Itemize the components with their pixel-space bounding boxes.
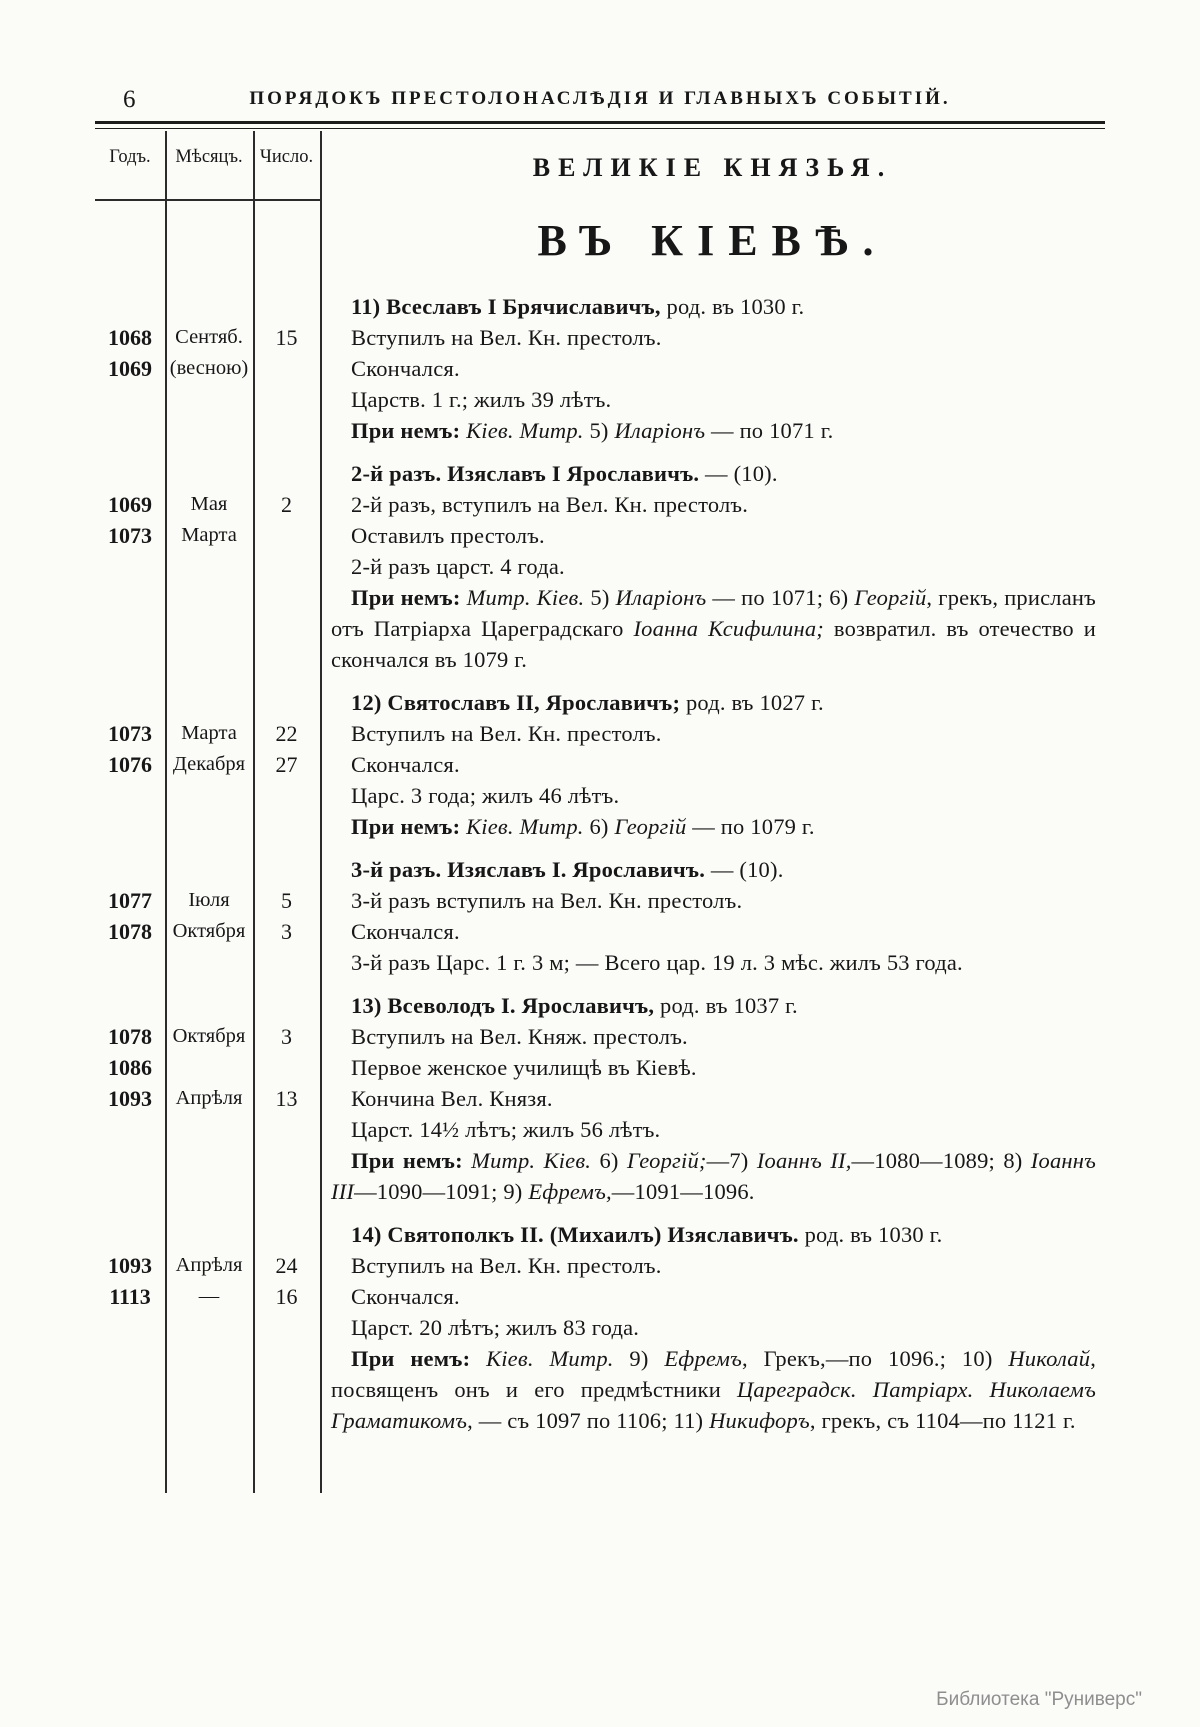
text-line: [331, 1250, 1096, 1281]
entry-body: [95, 885, 1105, 978]
text-segment: 13) Всеволодъ I. Ярославичъ,: [351, 993, 655, 1018]
date-value: 5: [281, 888, 292, 913]
text-line: [331, 1145, 1096, 1207]
text-segment: Ефремъ: [664, 1346, 742, 1371]
text-line: [331, 520, 1096, 551]
day-cell: [253, 885, 320, 978]
month-cell: [165, 1250, 253, 1436]
text-line: [331, 749, 1096, 780]
date-value: Мая: [190, 493, 228, 515]
page-number: 6: [123, 86, 136, 113]
text-segment: род. въ 1037 г.: [654, 993, 798, 1018]
date-value: Сентяб.: [175, 326, 243, 348]
text-segment: 5): [583, 418, 615, 443]
text-segment: , посвященъ онъ и его предмѣстники: [331, 1346, 1097, 1402]
date-value: 1077: [108, 888, 152, 913]
text-segment: — по 1079 г.: [686, 814, 815, 839]
event-text: [320, 489, 1105, 675]
text-segment: — по 1071 г.: [705, 418, 834, 443]
text-segment: Кіев. Митр.: [486, 1346, 614, 1371]
entry-body: [95, 1021, 1105, 1207]
date-value: Марта: [181, 722, 237, 744]
text-line: [331, 947, 1096, 978]
entry-body: [95, 322, 1105, 446]
text-segment: Иларіонъ: [614, 418, 706, 443]
text-segment: Вступилъ на Вел. Кн. престолъ.: [351, 721, 662, 746]
year-cell: [95, 1021, 165, 1207]
day-cell: [253, 1021, 320, 1207]
text-line: [331, 1083, 1096, 1114]
entry: [95, 687, 1105, 842]
column-headers: [95, 147, 320, 168]
month-cell: [165, 1021, 253, 1207]
text-segment: , Грекъ,—по 1096.; 10): [742, 1346, 1009, 1371]
entry-body: [95, 718, 1105, 842]
text-segment: Іоаннъ II,: [756, 1148, 852, 1173]
year-cell: [95, 718, 165, 842]
succession-table: [95, 131, 1105, 1493]
text-segment: Іоаннъ III: [331, 1148, 1096, 1204]
event-text: [320, 718, 1105, 842]
date-value: [253, 520, 320, 551]
header-double-rule: [95, 121, 1105, 129]
text-segment: Іоанна Ксифилина;: [633, 616, 824, 641]
date-value: 1076: [108, 752, 152, 777]
year-cell: [95, 322, 165, 446]
text-line: [331, 780, 1096, 811]
day-cell: [253, 1250, 320, 1436]
text-line: [331, 551, 1096, 582]
date-value: Декабря: [172, 753, 246, 775]
text-segment: —1080—1089; 8): [851, 1148, 1031, 1173]
text-line: [331, 811, 1096, 842]
day-cell: [253, 322, 320, 446]
entries: [95, 291, 1105, 1448]
date-value: Октября: [172, 1025, 246, 1047]
text-segment: Скончался.: [351, 752, 460, 777]
date-value: [165, 1052, 253, 1083]
date-value: [253, 353, 320, 384]
date-value: Апрѣля: [175, 1087, 243, 1109]
section-heading: [320, 153, 1105, 266]
text-segment: — по 1071; 6): [706, 585, 855, 610]
text-segment: Георгій: [614, 814, 687, 839]
text-segment: Вступилъ на Вел. Княж. престолъ.: [351, 1024, 688, 1049]
text-segment: Царств. 1 г.; жилъ 39 лѣтъ.: [351, 387, 612, 412]
text-segment: , грекъ, присланъ отъ Патріарха Цареградскаго: [331, 585, 1096, 641]
library-watermark: Библиотека "Руниверс": [936, 1689, 1142, 1710]
text-segment: 2-й разъ царст. 4 года.: [351, 554, 565, 579]
text-segment: Вступилъ на Вел. Кн. престолъ.: [351, 325, 662, 350]
text-line: [331, 1312, 1096, 1343]
event-text: [320, 885, 1105, 978]
text-segment: Кончина Вел. Князя.: [351, 1086, 553, 1111]
column-header-day: Число.: [259, 147, 314, 167]
text-segment: Скончался.: [351, 919, 460, 944]
text-segment: род. въ 1030 г.: [660, 294, 805, 319]
text-segment: При немъ:: [351, 1346, 487, 1371]
date-value: 1078: [108, 1024, 152, 1049]
date-value: [253, 1052, 320, 1083]
section-subtitle: ВЪ КІЕВѢ.: [537, 216, 888, 265]
date-value: 1073: [108, 721, 152, 746]
entry: [95, 291, 1105, 446]
text-line: [331, 718, 1096, 749]
date-value: 1113: [109, 1284, 151, 1309]
text-segment: Первое женское училищѣ въ Кіевѣ.: [351, 1055, 697, 1080]
text-segment: 11) Всеславъ I Брячиславичъ,: [351, 294, 661, 319]
date-value: (весною): [169, 357, 249, 379]
month-cell: [165, 322, 253, 446]
entry: [95, 854, 1105, 978]
section-title: ВЕЛИКІЕ КНЯЗЬЯ.: [532, 153, 893, 182]
text-segment: 12) Святославъ II, Ярославичъ;: [351, 690, 681, 715]
text-segment: —1090—1091; 9): [354, 1179, 529, 1204]
text-segment: Митр. Кіев.: [471, 1148, 592, 1173]
date-value: —: [198, 1285, 220, 1307]
entry-heading: [320, 854, 1105, 885]
month-cell: [165, 885, 253, 978]
text-segment: , грекъ, съ 1104—по 1121 г.: [809, 1408, 1076, 1433]
text-segment: Царст. 14½ лѣтъ; жилъ 56 лѣтъ.: [351, 1117, 661, 1142]
entry-body: [95, 1250, 1105, 1436]
entry-heading: [320, 1219, 1105, 1250]
text-segment: Царст. 20 лѣтъ; жилъ 83 года.: [351, 1315, 640, 1340]
text-segment: 14) Святополкъ II. (Михаилъ) Изяславичъ.: [351, 1222, 799, 1247]
entry-heading: [320, 458, 1105, 489]
text-segment: Цареградск. Патріарх. Николаемъ Граматикомъ: [331, 1377, 1096, 1433]
text-segment: Скончался.: [351, 1284, 460, 1309]
month-cell: [165, 489, 253, 675]
date-value: 1069: [108, 492, 152, 517]
year-cell: [95, 885, 165, 978]
text-line: [331, 1021, 1096, 1052]
entry-heading: [320, 291, 1105, 322]
date-value: 1093: [108, 1086, 152, 1111]
entry-body: [95, 489, 1105, 675]
text-segment: Скончался.: [351, 356, 460, 381]
entry-heading: [320, 990, 1105, 1021]
page-header-title: ПОРЯДОКЪ ПРЕСТОЛОНАСЛѢДІЯ И ГЛАВНЫХЪ СОБЫТІЙ.: [249, 88, 951, 109]
date-value: 1073: [108, 523, 152, 548]
text-segment: , — съ 1097 по 1106; 11): [467, 1408, 710, 1433]
date-value: 1068: [108, 325, 152, 350]
date-value: Іюля: [188, 889, 230, 911]
column-header-month: Мѣсяцъ.: [175, 147, 243, 167]
year-cell: [95, 1250, 165, 1436]
day-cell: [253, 489, 320, 675]
text-segment: 6): [583, 814, 615, 839]
text-line: [331, 582, 1096, 675]
date-value: Октября: [172, 920, 246, 942]
date-value: 3: [281, 1024, 292, 1049]
event-text: [320, 322, 1105, 446]
date-value: 27: [275, 752, 298, 777]
year-cell: [95, 489, 165, 675]
text-segment: При немъ:: [351, 1148, 472, 1173]
text-segment: Кіев. Митр.: [466, 418, 584, 443]
date-value: 1093: [108, 1253, 152, 1278]
date-value: Марта: [181, 524, 237, 546]
text-segment: 6): [591, 1148, 627, 1173]
entry: [95, 990, 1105, 1207]
text-segment: Никифоръ: [709, 1408, 810, 1433]
text-line: [331, 384, 1096, 415]
text-segment: При немъ:: [351, 814, 467, 839]
text-segment: —1091—1096.: [611, 1179, 755, 1204]
text-segment: При немъ:: [351, 418, 467, 443]
text-segment: 2-й разъ. Изяславъ I Ярославичъ.: [351, 461, 700, 486]
text-segment: 9): [613, 1346, 665, 1371]
text-segment: Николай: [1008, 1346, 1091, 1371]
date-value: 2: [281, 492, 292, 517]
date-value: Апрѣля: [175, 1254, 243, 1276]
entry: [95, 458, 1105, 675]
entry: [95, 1219, 1105, 1436]
text-segment: 3-й разъ. Изяславъ I. Ярославичъ.: [351, 857, 706, 882]
date-value: 15: [275, 325, 298, 350]
text-segment: 5): [584, 585, 616, 610]
day-cell: [253, 718, 320, 842]
text-segment: 3-й разъ вступилъ на Вел. Кн. престолъ.: [351, 888, 743, 913]
text-line: [331, 353, 1096, 384]
text-segment: Георгій: [854, 585, 927, 610]
text-segment: Митр. Кіев.: [466, 585, 585, 610]
text-segment: Иларіонъ: [615, 585, 707, 610]
text-segment: Вступилъ на Вел. Кн. престолъ.: [351, 1253, 662, 1278]
text-segment: Оставилъ престолъ.: [351, 523, 545, 548]
text-line: [331, 415, 1096, 446]
text-segment: —7): [706, 1148, 757, 1173]
entry-heading: [320, 687, 1105, 718]
date-value: 3: [281, 919, 292, 944]
text-segment: 3-й разъ Царс. 1 г. 3 м; — Всего цар. 19 л. 3 мѣс. жилъ 53 года.: [351, 950, 963, 975]
text-segment: При немъ:: [351, 585, 467, 610]
date-value: 1086: [108, 1055, 152, 1080]
text-segment: — (10).: [705, 857, 784, 882]
date-value: 13: [275, 1086, 298, 1111]
month-cell: [165, 718, 253, 842]
date-value: 22: [275, 721, 298, 746]
text-segment: род. въ 1030 г.: [798, 1222, 943, 1247]
column-header-year: Годъ.: [109, 147, 151, 167]
text-segment: Георгій;: [626, 1148, 707, 1173]
text-line: [331, 1052, 1096, 1083]
text-segment: возвратил. въ отечество и скончался въ 1079 г.: [331, 616, 1097, 672]
text-line: [331, 1281, 1096, 1312]
date-value: 24: [275, 1253, 298, 1278]
text-segment: — (10).: [699, 461, 778, 486]
text-line: [331, 885, 1096, 916]
text-line: [331, 1114, 1096, 1145]
date-value: 16: [275, 1284, 298, 1309]
date-value: 1078: [108, 919, 152, 944]
column-headers-underline: [95, 199, 320, 201]
text-line: [331, 489, 1096, 520]
text-segment: род. въ 1027 г.: [680, 690, 824, 715]
text-segment: Ефремъ,: [528, 1179, 612, 1204]
text-line: [331, 322, 1096, 353]
event-text: [320, 1021, 1105, 1207]
text-segment: 2-й разъ, вступилъ на Вел. Кн. престолъ.: [351, 492, 749, 517]
text-line: [331, 1343, 1096, 1436]
page-header: [95, 86, 1105, 113]
text-line: [331, 916, 1096, 947]
date-value: 1069: [108, 356, 152, 381]
event-text: [320, 1250, 1105, 1436]
text-segment: Царс. 3 года; жилъ 46 лѣтъ.: [351, 783, 620, 808]
text-segment: Кіев. Митр.: [466, 814, 584, 839]
